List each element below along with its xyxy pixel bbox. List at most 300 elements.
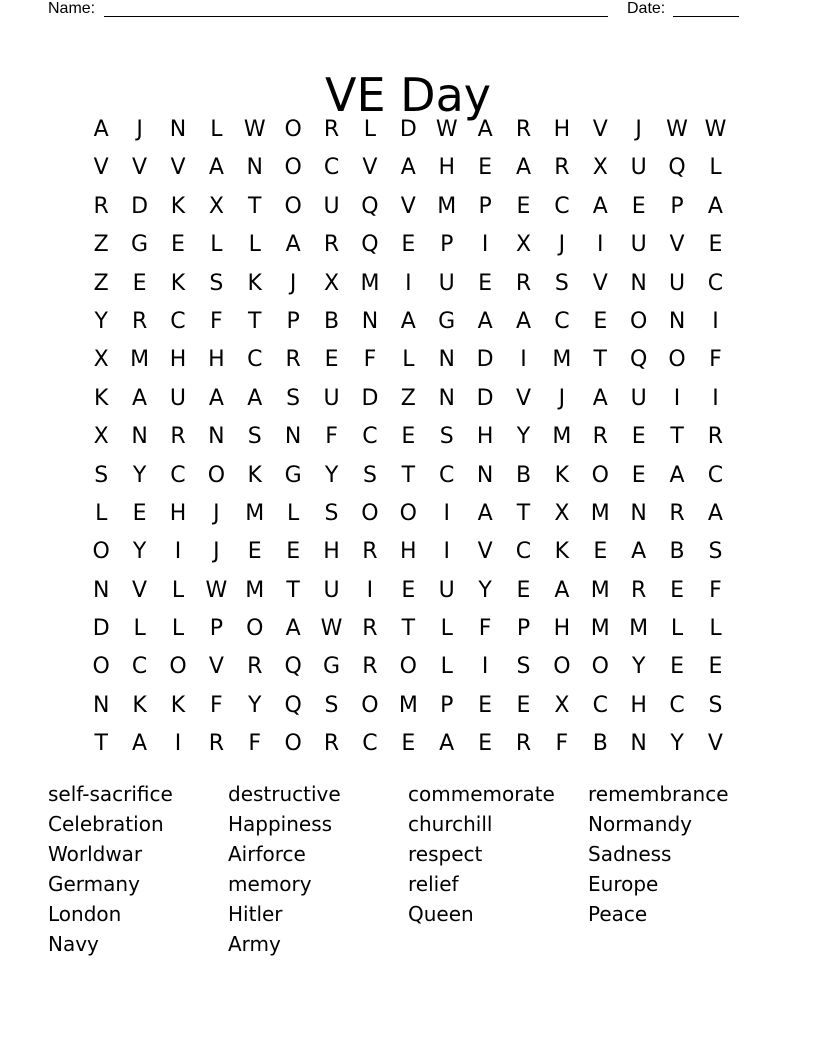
- grid-cell[interactable]: T: [516, 500, 531, 526]
- grid-cell[interactable]: S: [324, 692, 339, 718]
- grid-cell[interactable]: U: [669, 270, 686, 296]
- grid-cell[interactable]: C: [170, 308, 186, 334]
- grid-cell[interactable]: E: [631, 424, 646, 450]
- grid-cell[interactable]: O: [284, 193, 302, 219]
- grid-cell[interactable]: A: [669, 462, 685, 488]
- grid-cell[interactable]: N: [169, 117, 187, 142]
- grid-cell[interactable]: G: [323, 654, 341, 680]
- grid-cell[interactable]: W: [704, 117, 727, 142]
- grid-cell[interactable]: C: [439, 462, 455, 488]
- grid-cell[interactable]: R: [707, 424, 724, 450]
- grid-cell[interactable]: I: [520, 347, 527, 373]
- grid-cell[interactable]: J: [558, 385, 566, 411]
- grid-cell[interactable]: L: [440, 616, 453, 642]
- grid-cell[interactable]: H: [630, 692, 647, 718]
- grid-cell[interactable]: Q: [630, 347, 648, 373]
- grid-cell[interactable]: X: [515, 232, 532, 258]
- grid-cell[interactable]: O: [591, 462, 609, 488]
- grid-cell[interactable]: O: [284, 731, 302, 757]
- grid-cell[interactable]: E: [593, 539, 608, 565]
- grid-cell[interactable]: U: [169, 385, 187, 411]
- grid-cell[interactable]: O: [399, 654, 417, 680]
- grid-cell[interactable]: L: [95, 500, 108, 526]
- grid-cell[interactable]: V: [515, 385, 532, 411]
- grid-cell[interactable]: E: [401, 577, 416, 603]
- grid-cell[interactable]: Q: [284, 654, 302, 680]
- grid-cell[interactable]: A: [439, 731, 455, 757]
- grid-cell[interactable]: O: [399, 500, 417, 526]
- grid-cell[interactable]: G: [438, 308, 456, 334]
- grid-cell[interactable]: F: [555, 731, 569, 757]
- grid-cell[interactable]: N: [630, 731, 647, 757]
- grid-cell[interactable]: O: [361, 500, 379, 526]
- grid-cell[interactable]: E: [324, 347, 339, 373]
- grid-cell[interactable]: K: [554, 462, 570, 488]
- grid-cell[interactable]: O: [92, 654, 110, 680]
- grid-cell[interactable]: G: [284, 462, 302, 488]
- grid-cell[interactable]: U: [323, 193, 340, 219]
- grid-cell[interactable]: M: [552, 347, 572, 373]
- grid-cell[interactable]: N: [476, 462, 494, 488]
- grid-cell[interactable]: J: [289, 270, 297, 296]
- grid-cell[interactable]: K: [170, 270, 186, 296]
- grid-cell[interactable]: E: [631, 193, 646, 219]
- grid-cell[interactable]: M: [398, 692, 418, 718]
- grid-cell[interactable]: L: [402, 347, 415, 373]
- grid-cell[interactable]: R: [669, 500, 685, 526]
- grid-cell[interactable]: F: [248, 731, 262, 757]
- grid-cell[interactable]: R: [362, 539, 378, 565]
- grid-cell[interactable]: D: [476, 347, 494, 373]
- grid-cell[interactable]: R: [515, 731, 532, 757]
- grid-cell[interactable]: A: [132, 731, 148, 757]
- grid-cell[interactable]: V: [707, 731, 723, 757]
- grid-cell[interactable]: S: [209, 270, 224, 296]
- grid-cell[interactable]: D: [131, 193, 149, 219]
- word-bank-item: self-sacrifice: [48, 782, 173, 806]
- grid-cell[interactable]: T: [401, 462, 416, 488]
- grid-cell[interactable]: T: [248, 308, 262, 334]
- grid-cell[interactable]: Y: [94, 308, 108, 334]
- grid-cell[interactable]: I: [673, 385, 681, 411]
- grid-cell[interactable]: Q: [668, 155, 686, 181]
- grid-cell[interactable]: Y: [670, 731, 684, 757]
- grid-cell[interactable]: P: [516, 616, 531, 642]
- grid-cell[interactable]: W: [205, 577, 228, 603]
- grid-cell[interactable]: X: [93, 347, 109, 373]
- grid-cell[interactable]: E: [401, 232, 416, 258]
- grid-cell[interactable]: R: [631, 577, 647, 603]
- grid-cell[interactable]: C: [362, 731, 378, 757]
- grid-cell[interactable]: T: [248, 193, 262, 219]
- grid-cell[interactable]: A: [515, 155, 532, 181]
- grid-cell[interactable]: Y: [248, 692, 262, 718]
- grid-cell[interactable]: N: [131, 424, 148, 450]
- grid-cell[interactable]: U: [630, 385, 647, 411]
- grid-cell[interactable]: B: [515, 462, 532, 488]
- grid-cell[interactable]: R: [592, 424, 608, 450]
- grid-cell[interactable]: W: [435, 117, 458, 142]
- grid-cell[interactable]: Y: [132, 539, 147, 565]
- grid-cell[interactable]: U: [630, 232, 647, 258]
- grid-cell[interactable]: P: [478, 193, 492, 219]
- grid-cell[interactable]: R: [323, 232, 340, 258]
- grid-cell[interactable]: R: [554, 155, 570, 181]
- grid-cell[interactable]: K: [93, 385, 109, 411]
- grid-cell[interactable]: L: [133, 616, 146, 642]
- grid-cell[interactable]: A: [592, 385, 608, 411]
- grid-cell[interactable]: Y: [324, 462, 339, 488]
- grid-cell[interactable]: J: [635, 117, 642, 142]
- grid-cell[interactable]: C: [515, 539, 532, 565]
- name-line[interactable]: [104, 0, 608, 17]
- grid-cell[interactable]: E: [478, 155, 493, 181]
- grid-cell[interactable]: U: [323, 385, 340, 411]
- grid-cell[interactable]: Y: [516, 424, 531, 450]
- grid-cell[interactable]: M: [552, 424, 572, 450]
- grid-cell[interactable]: I: [174, 539, 182, 565]
- grid-cell[interactable]: K: [170, 692, 186, 718]
- grid-cell[interactable]: O: [284, 117, 302, 142]
- grid-row: [82, 533, 735, 571]
- grid-cell[interactable]: L: [171, 616, 185, 642]
- grid-cell[interactable]: C: [131, 654, 148, 680]
- grid-cell[interactable]: N: [668, 308, 686, 334]
- grid-cell[interactable]: O: [553, 654, 571, 680]
- grid-cell[interactable]: H: [553, 117, 571, 142]
- grid-cell[interactable]: A: [285, 616, 301, 642]
- grid-cell[interactable]: S: [708, 692, 723, 718]
- grid-cell[interactable]: V: [592, 270, 608, 296]
- grid-cell[interactable]: A: [515, 308, 532, 334]
- grid-cell[interactable]: F: [709, 577, 722, 603]
- grid-cell[interactable]: O: [284, 155, 302, 181]
- grid-cell[interactable]: F: [210, 692, 223, 718]
- grid-cell[interactable]: L: [670, 616, 684, 642]
- grid-cell[interactable]: F: [325, 424, 338, 450]
- grid-cell[interactable]: K: [170, 193, 186, 219]
- grid-cell[interactable]: M: [590, 500, 610, 526]
- grid-cell[interactable]: C: [554, 308, 570, 334]
- grid-cell[interactable]: Z: [93, 270, 109, 296]
- grid-cell[interactable]: C: [707, 270, 724, 296]
- grid-cell[interactable]: E: [171, 232, 185, 258]
- grid-cell[interactable]: M: [245, 577, 265, 603]
- grid-cell[interactable]: P: [670, 193, 684, 219]
- grid-cell[interactable]: X: [324, 270, 340, 296]
- grid-cell[interactable]: N: [246, 155, 263, 181]
- grid-cell[interactable]: L: [248, 232, 261, 258]
- grid-cell[interactable]: R: [323, 731, 340, 757]
- grid-cell[interactable]: N: [630, 500, 647, 526]
- grid-cell[interactable]: E: [478, 731, 493, 757]
- grid-cell[interactable]: S: [708, 539, 723, 565]
- grid-cell[interactable]: L: [363, 117, 377, 142]
- grid-cell[interactable]: S: [516, 654, 531, 680]
- grid-cell[interactable]: D: [476, 385, 494, 411]
- grid-cell[interactable]: F: [210, 308, 223, 334]
- word-bank-item: relief: [408, 872, 459, 896]
- grid-cell[interactable]: E: [478, 692, 493, 718]
- grid-cell[interactable]: R: [323, 117, 340, 142]
- grid-cell[interactable]: U: [438, 270, 455, 296]
- grid-cell[interactable]: L: [210, 117, 223, 142]
- grid-cell[interactable]: A: [477, 500, 493, 526]
- grid-cell[interactable]: N: [284, 424, 302, 450]
- word-bank-item: Navy: [48, 932, 99, 956]
- grid-cell[interactable]: R: [208, 731, 225, 757]
- grid-cell[interactable]: E: [708, 232, 723, 258]
- grid-cell[interactable]: X: [554, 692, 570, 718]
- grid-cell[interactable]: A: [400, 155, 416, 181]
- grid-cell[interactable]: M: [360, 270, 380, 296]
- grid-cell[interactable]: L: [171, 577, 185, 603]
- grid-cell[interactable]: E: [401, 731, 416, 757]
- grid-cell[interactable]: H: [208, 347, 225, 373]
- grid-cell[interactable]: I: [481, 654, 489, 680]
- grid-cell[interactable]: C: [669, 692, 685, 718]
- grid-cell[interactable]: V: [93, 155, 109, 181]
- grid-cell[interactable]: Q: [361, 193, 379, 219]
- grid-cell[interactable]: X: [592, 155, 608, 181]
- grid-cell[interactable]: R: [515, 270, 532, 296]
- grid-cell[interactable]: I: [712, 385, 719, 411]
- grid-cell[interactable]: I: [443, 500, 450, 526]
- grid-cell[interactable]: E: [631, 462, 646, 488]
- grid-cell[interactable]: V: [208, 654, 224, 680]
- grid-cell[interactable]: Q: [361, 232, 379, 258]
- grid-cell[interactable]: J: [136, 117, 143, 142]
- grid-cell[interactable]: R: [285, 347, 301, 373]
- grid-cell[interactable]: M: [590, 616, 610, 642]
- grid-cell[interactable]: O: [361, 692, 379, 718]
- grid-cell[interactable]: Y: [478, 577, 492, 603]
- grid-cell[interactable]: T: [286, 577, 300, 603]
- grid-cell[interactable]: N: [438, 347, 455, 373]
- grid-cell[interactable]: A: [477, 308, 493, 334]
- grid-cell[interactable]: N: [92, 577, 110, 603]
- grid-cell[interactable]: J: [213, 500, 220, 526]
- grid-cell[interactable]: H: [438, 155, 455, 181]
- grid-cell[interactable]: M: [245, 500, 265, 526]
- grid-cell[interactable]: A: [93, 117, 109, 142]
- grid-cell[interactable]: V: [592, 117, 608, 142]
- grid-cell[interactable]: L: [709, 616, 722, 642]
- grid-cell[interactable]: E: [516, 577, 531, 603]
- grid-cell[interactable]: R: [362, 616, 378, 642]
- grid-cell[interactable]: C: [323, 155, 340, 181]
- grid-cell[interactable]: A: [592, 193, 608, 219]
- grid-cell[interactable]: X: [208, 193, 224, 219]
- grid-cell[interactable]: O: [591, 654, 609, 680]
- grid-cell[interactable]: U: [438, 577, 455, 603]
- grid-cell[interactable]: C: [247, 347, 263, 373]
- grid-cell[interactable]: R: [170, 424, 186, 450]
- grid-cell[interactable]: M: [590, 577, 610, 603]
- grid-cell[interactable]: P: [286, 308, 300, 334]
- grid-cell[interactable]: A: [247, 385, 263, 411]
- grid-cell[interactable]: Y: [132, 462, 147, 488]
- grid-cell[interactable]: S: [362, 462, 377, 488]
- grid-cell[interactable]: F: [363, 347, 377, 373]
- grid-cell[interactable]: Q: [284, 692, 302, 718]
- grid-cell[interactable]: E: [670, 577, 684, 603]
- grid-cell[interactable]: D: [361, 385, 379, 411]
- grid-cell[interactable]: I: [481, 232, 489, 258]
- word-bank-item: Peace: [588, 902, 648, 926]
- date-line[interactable]: [673, 0, 739, 17]
- grid-cell[interactable]: M: [130, 347, 150, 373]
- grid-cell[interactable]: S: [247, 424, 262, 450]
- grid-cell[interactable]: N: [92, 692, 110, 718]
- grid-cell[interactable]: J: [558, 232, 566, 258]
- grid-cell[interactable]: A: [208, 155, 224, 181]
- grid-cell[interactable]: V: [477, 539, 493, 565]
- grid-cell[interactable]: O: [207, 462, 226, 488]
- grid-cell[interactable]: V: [132, 155, 148, 181]
- grid-cell[interactable]: H: [553, 616, 571, 642]
- grid-cell[interactable]: E: [516, 193, 531, 219]
- grid-cell[interactable]: H: [323, 539, 340, 565]
- grid-cell[interactable]: Z: [93, 232, 109, 258]
- grid-cell[interactable]: D: [399, 117, 417, 142]
- grid-cell[interactable]: A: [400, 308, 416, 334]
- grid-cell[interactable]: V: [170, 155, 186, 181]
- grid-cell[interactable]: I: [405, 270, 412, 296]
- grid-cell[interactable]: U: [323, 577, 340, 603]
- grid-cell[interactable]: E: [401, 424, 416, 450]
- grid-cell[interactable]: N: [438, 385, 455, 411]
- grid-cell[interactable]: S: [554, 270, 569, 296]
- word-bank-item: Airforce: [228, 842, 306, 866]
- grid-cell[interactable]: C: [362, 424, 378, 450]
- grid-cell[interactable]: O: [668, 347, 686, 373]
- grid-cell[interactable]: S: [94, 462, 109, 488]
- grid-cell[interactable]: E: [478, 270, 493, 296]
- grid-cell[interactable]: H: [400, 539, 417, 565]
- grid-cell[interactable]: V: [132, 577, 148, 603]
- grid-cell[interactable]: K: [247, 270, 262, 296]
- grid-cell[interactable]: T: [94, 731, 108, 757]
- grid-cell[interactable]: G: [131, 232, 149, 258]
- grid-row: [82, 111, 735, 149]
- grid-cell[interactable]: C: [592, 692, 608, 718]
- grid-cell[interactable]: L: [210, 232, 223, 258]
- grid-cell[interactable]: O: [630, 308, 648, 334]
- grid-cell[interactable]: T: [593, 347, 607, 373]
- grid-cell[interactable]: P: [209, 616, 223, 642]
- grid-cell[interactable]: K: [554, 539, 570, 565]
- grid-cell[interactable]: H: [476, 424, 494, 450]
- grid-cell[interactable]: A: [554, 577, 570, 603]
- grid-cell[interactable]: I: [366, 577, 374, 603]
- grid-cell[interactable]: C: [707, 462, 724, 488]
- grid-cell[interactable]: D: [92, 616, 110, 642]
- grid-cell[interactable]: J: [213, 539, 220, 565]
- grid-cell[interactable]: E: [247, 539, 262, 565]
- grid-cell[interactable]: M: [629, 616, 649, 642]
- grid-cell[interactable]: E: [516, 692, 531, 718]
- grid-cell[interactable]: H: [169, 500, 187, 526]
- grid-cell[interactable]: R: [131, 308, 148, 334]
- grid-cell[interactable]: I: [712, 308, 719, 334]
- grid-cell[interactable]: T: [670, 424, 684, 450]
- grid-cell[interactable]: A: [285, 232, 301, 258]
- grid-cell[interactable]: V: [669, 232, 685, 258]
- grid-cell[interactable]: I: [443, 539, 450, 565]
- grid-cell[interactable]: L: [440, 654, 453, 680]
- grid-cell[interactable]: E: [132, 500, 147, 526]
- grid-cell[interactable]: O: [92, 539, 110, 565]
- grid-cell[interactable]: T: [401, 616, 416, 642]
- grid-cell[interactable]: M: [437, 193, 457, 219]
- grid-cell[interactable]: B: [669, 539, 685, 565]
- grid-cell[interactable]: K: [247, 462, 262, 488]
- grid-cell[interactable]: R: [515, 117, 532, 142]
- grid-cell[interactable]: E: [670, 654, 684, 680]
- word-bank-item: Celebration: [48, 812, 164, 836]
- grid-cell[interactable]: F: [709, 347, 722, 373]
- grid-cell[interactable]: E: [708, 654, 723, 680]
- grid-cell[interactable]: A: [132, 385, 148, 411]
- grid-cell[interactable]: R: [93, 193, 109, 219]
- grid-cell[interactable]: I: [174, 731, 182, 757]
- grid-cell[interactable]: E: [132, 270, 147, 296]
- grid-cell[interactable]: O: [246, 616, 264, 642]
- grid-cell[interactable]: N: [208, 424, 225, 450]
- grid-cell[interactable]: N: [361, 308, 379, 334]
- grid-cell[interactable]: L: [709, 155, 722, 181]
- grid-cell[interactable]: W: [666, 117, 688, 142]
- grid-cell[interactable]: A: [208, 385, 224, 411]
- grid-cell[interactable]: H: [169, 347, 187, 373]
- grid-cell[interactable]: R: [247, 654, 263, 680]
- grid-cell[interactable]: U: [630, 155, 647, 181]
- grid-cell[interactable]: Z: [400, 385, 416, 411]
- grid-cell[interactable]: P: [440, 232, 454, 258]
- grid-cell[interactable]: S: [324, 500, 339, 526]
- grid-cell[interactable]: K: [132, 692, 147, 718]
- grid-cell[interactable]: V: [362, 155, 378, 181]
- grid-cell[interactable]: W: [320, 616, 343, 642]
- grid-cell[interactable]: A: [707, 500, 723, 526]
- grid-cell[interactable]: B: [323, 308, 340, 334]
- grid-cell[interactable]: P: [440, 692, 454, 718]
- grid-cell[interactable]: Y: [631, 654, 646, 680]
- grid-cell[interactable]: L: [287, 500, 300, 526]
- grid-cell[interactable]: A: [631, 539, 647, 565]
- grid-cell[interactable]: B: [592, 731, 608, 757]
- grid-cell[interactable]: I: [597, 232, 604, 258]
- grid-cell[interactable]: C: [170, 462, 186, 488]
- grid-cell[interactable]: X: [554, 500, 570, 526]
- grid-cell[interactable]: A: [707, 193, 723, 219]
- grid-cell[interactable]: C: [554, 193, 570, 219]
- grid-cell[interactable]: S: [439, 424, 454, 450]
- grid-cell[interactable]: X: [93, 424, 109, 450]
- grid-cell[interactable]: N: [630, 270, 647, 296]
- grid-cell[interactable]: E: [593, 308, 608, 334]
- grid-cell[interactable]: O: [169, 654, 187, 680]
- grid-cell[interactable]: F: [478, 616, 492, 642]
- grid-cell[interactable]: A: [477, 117, 493, 142]
- word-bank-item: Queen: [408, 902, 474, 926]
- grid-cell[interactable]: E: [286, 539, 301, 565]
- grid-cell[interactable]: V: [400, 193, 416, 219]
- grid-cell[interactable]: R: [362, 654, 378, 680]
- grid-cell[interactable]: S: [286, 385, 301, 411]
- grid-cell[interactable]: W: [243, 117, 266, 142]
